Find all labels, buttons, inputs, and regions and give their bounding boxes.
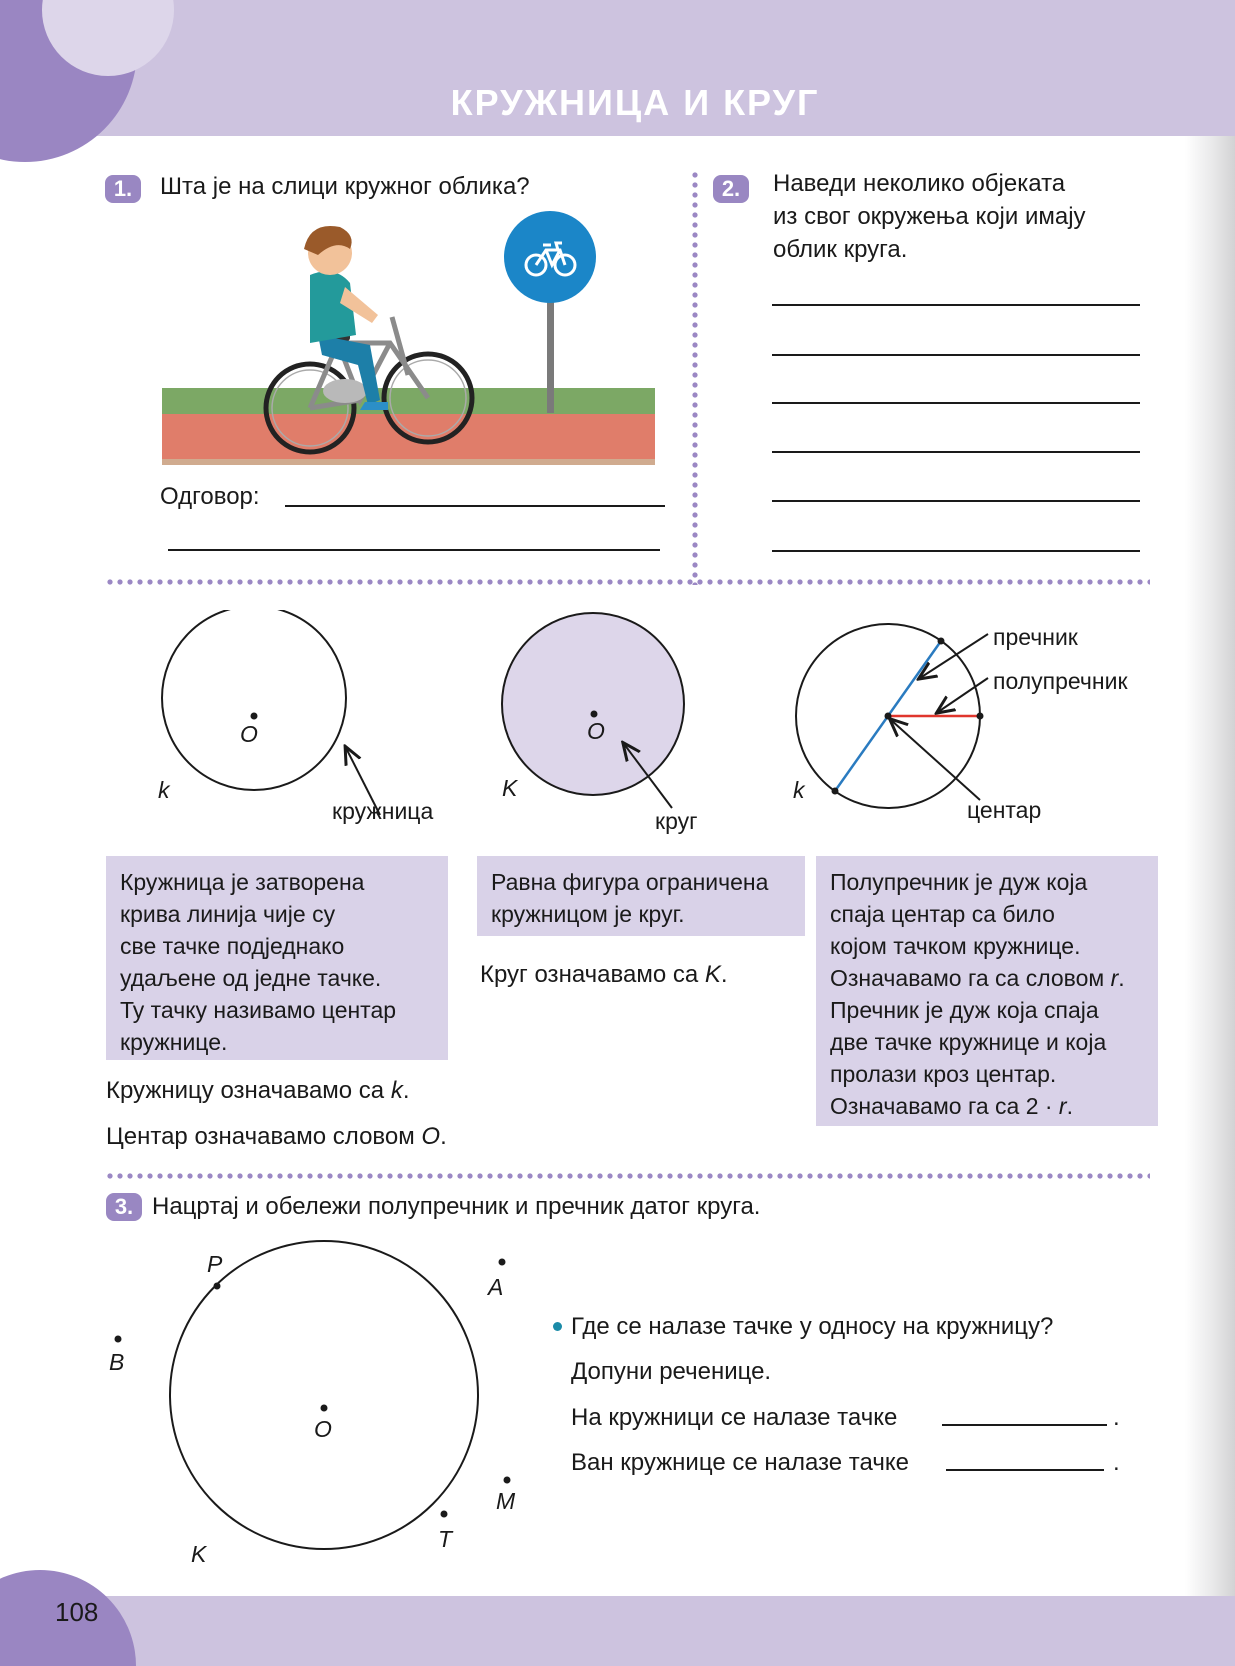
def3-line: Пречник је дуж која спаја [830,997,1099,1023]
task-3-number: 3. [106,1193,142,1221]
def3-line: спаја центар са било [830,901,1055,927]
footer-band [0,1596,1235,1666]
note-krug-symbol: Круг означавамо са K. [480,961,728,988]
def2-line: Равна фигура ограничена [491,869,769,895]
definition-box-radius-diameter [816,856,1158,1126]
task-2-line-2: из свог окружења који имају [773,203,1086,230]
def1-line: кружнице. [120,1029,228,1055]
sentence-2-blank[interactable] [946,1469,1104,1471]
def3-line: две тачке кружнице и која [830,1029,1107,1055]
circle-figure-krug [490,610,740,830]
bullet-icon [553,1322,562,1331]
point-o-label: O [314,1416,332,1442]
bullet-question: Где се налазе тачке у односу на кружницу? [571,1313,1054,1340]
circle1-center-label: O [240,721,258,747]
answer-line-task2-5[interactable] [772,500,1140,502]
circle-figure-kruznica [140,610,460,830]
point-b [115,1336,122,1343]
answer-label: Одговор: [160,483,260,510]
circle2-center-label: O [587,718,605,744]
page-title: КРУЖНИЦА И КРУГ [450,82,820,123]
def3-line: пролази кроз центар. [830,1061,1057,1087]
point-t-label: T [438,1526,453,1552]
task-1-number: 1. [105,175,141,203]
center-label: центар [967,797,1042,823]
circle3-curve-label: k [793,777,805,803]
point-b-label: B [109,1349,125,1375]
point-m [504,1477,511,1484]
sentence-1: На кружници се налазе тачке [571,1404,898,1431]
cyclist-illustration [160,205,660,470]
point-t [441,1511,448,1518]
answer-line-task2-4[interactable] [772,451,1140,453]
sentence-2: Ван кружнице се налазе тачке [571,1449,909,1476]
sentence-1-blank[interactable] [942,1424,1107,1426]
point-o [321,1405,328,1412]
task-1-question: Шта је на слици кружног облика? [160,173,530,200]
def1-line: Кружница је затворена [120,869,365,895]
sentence-2-period: . [1113,1449,1120,1476]
point-p-label: P [207,1251,223,1277]
point-a [499,1259,506,1266]
answer-line-task2-6[interactable] [772,550,1140,552]
def3-line: којом тачком кружнице. [830,933,1081,959]
circle2-curve-label: K [502,775,518,801]
def1-line: крива линија чије су [120,901,336,927]
def3-2r-line: Означавамо га са 2 · r. [830,1093,1073,1119]
point-p [214,1283,221,1290]
task-2-line-1: Наведи неколико објеката [773,170,1066,197]
page-edge [1185,136,1235,1596]
note-center-symbol: Центар означавамо словом O. [106,1123,447,1150]
dotted-divider-vertical [692,170,698,585]
answer-line-task2-3[interactable] [772,402,1140,404]
definition-box-kruznica [106,856,448,1060]
task3-circle-figure[interactable] [100,1240,550,1580]
task-2-number: 2. [713,175,749,203]
dotted-divider-2 [105,1173,1150,1179]
radius-label: полупречник [993,668,1128,694]
def1-line: све тачке подједнако [120,933,345,959]
circle1-curve-label: k [158,777,170,803]
definition-box-krug [477,856,805,936]
point-k-label: K [191,1541,207,1567]
bicycle-sign-icon [504,211,596,303]
answer-line-1[interactable] [285,505,665,507]
instruction: Допуни реченице. [571,1358,772,1385]
def3-line: Полупречник је дуж која [830,869,1088,895]
sentence-1-period: . [1113,1404,1120,1431]
answer-line-task2-1[interactable] [772,304,1140,306]
answer-line-2[interactable] [168,549,660,551]
circle1-pointer-label: кружница [332,798,434,824]
note-kruznica-symbol: Кружницу означавамо са k. [106,1077,410,1104]
task-3-question: Нацртај и обележи полупречник и пречник датог круга. [152,1193,761,1220]
def3-r-line: Означавамо га са словом r. [830,965,1125,991]
page-number: 108 [55,1597,99,1627]
def1-line: удаљене од једне тачке. [120,965,382,991]
point-a-label: A [488,1274,504,1300]
def2-line: кружницом је круг. [491,901,685,927]
circle2-pointer-label: круг [655,808,698,834]
answer-line-task2-2[interactable] [772,354,1140,356]
diameter-label: пречник [993,624,1078,650]
dotted-divider-1 [105,579,1150,585]
point-m-label: M [496,1488,516,1514]
task-2-line-3: облик круга. [773,236,908,263]
def1-line: Ту тачку називамо центар [120,997,397,1023]
